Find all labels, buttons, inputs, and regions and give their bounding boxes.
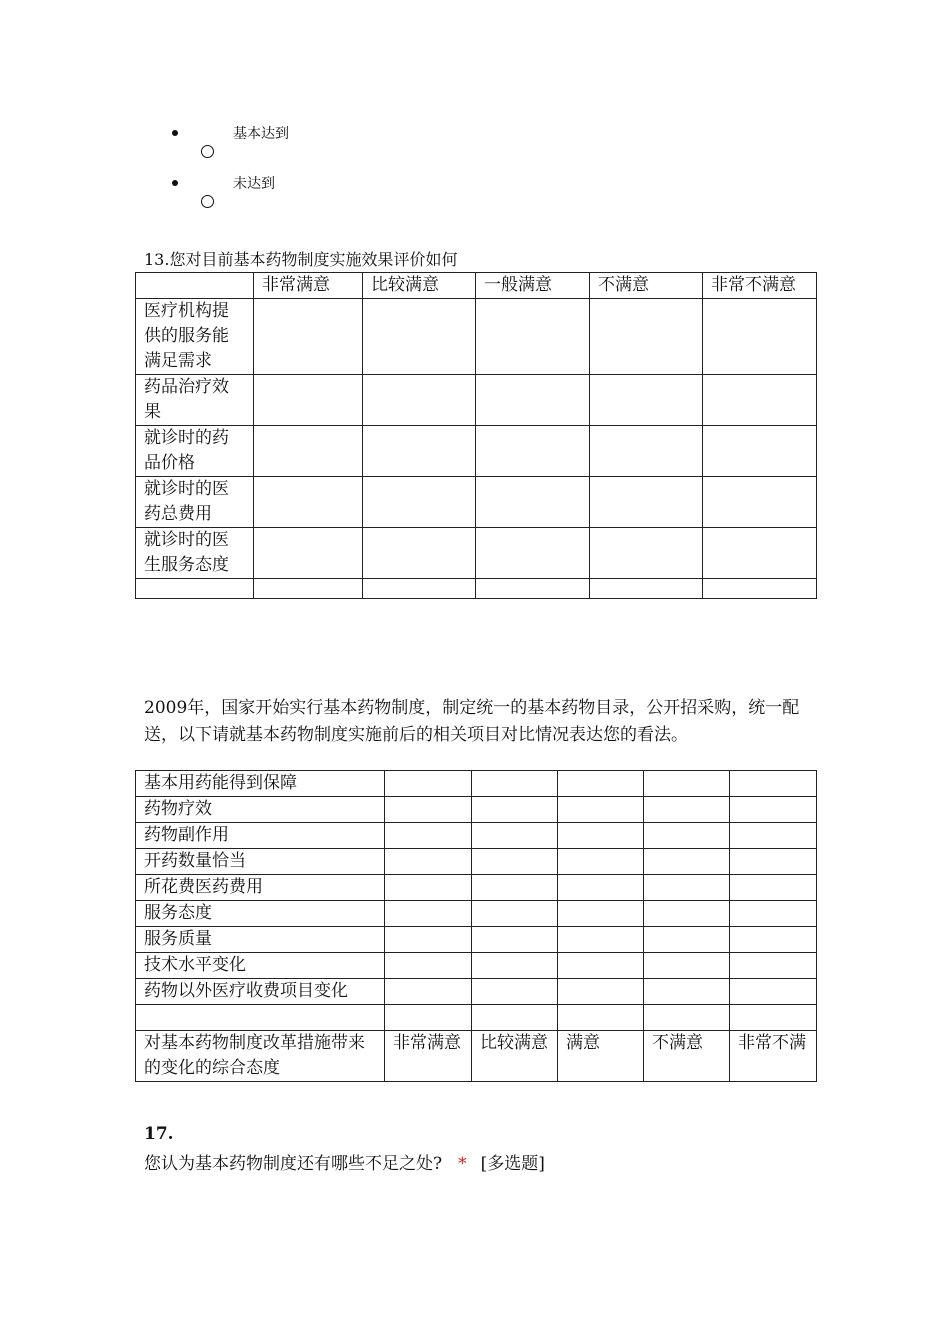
rating-cell[interactable] xyxy=(558,979,644,1005)
rating-cell[interactable] xyxy=(730,953,817,979)
rating-cell[interactable] xyxy=(363,375,476,426)
rating-cell[interactable] xyxy=(730,771,817,797)
rating-cell[interactable] xyxy=(472,771,558,797)
rating-cell[interactable] xyxy=(363,426,476,477)
summary-label: 对基本药物制度改革措施带来的变化的综合态度 xyxy=(136,1031,385,1082)
row-label: 医疗机构提供的服务能满足需求 xyxy=(136,299,254,375)
rating-cell[interactable] xyxy=(363,477,476,528)
summary-option[interactable]: 不满意 xyxy=(644,1031,730,1082)
rating-cell[interactable] xyxy=(476,426,590,477)
table-row xyxy=(136,771,817,797)
required-mark: * xyxy=(458,1154,467,1174)
rating-cell[interactable] xyxy=(558,1005,644,1031)
rating-cell[interactable] xyxy=(254,528,363,579)
row-label: 药物副作用 xyxy=(136,823,385,849)
table-row xyxy=(136,528,817,579)
comparison-table xyxy=(135,770,817,1082)
q17-number: 17. xyxy=(144,1124,174,1144)
rating-cell[interactable] xyxy=(730,927,817,953)
header-cell: 非常满意 xyxy=(254,273,363,299)
rating-cell[interactable] xyxy=(590,477,703,528)
table-row xyxy=(136,823,817,849)
rating-cell[interactable] xyxy=(558,875,644,901)
rating-cell[interactable] xyxy=(472,927,558,953)
rating-cell[interactable] xyxy=(385,823,472,849)
q13-rating-table xyxy=(135,272,817,599)
summary-row xyxy=(136,1031,817,1082)
rating-cell[interactable] xyxy=(254,477,363,528)
rating-cell[interactable] xyxy=(703,426,817,477)
summary-option[interactable]: 非常满意 xyxy=(385,1031,472,1082)
rating-cell[interactable] xyxy=(363,528,476,579)
rating-cell[interactable] xyxy=(644,1005,730,1031)
rating-cell[interactable] xyxy=(476,375,590,426)
rating-cell[interactable] xyxy=(644,927,730,953)
rating-cell[interactable] xyxy=(385,927,472,953)
rating-cell[interactable] xyxy=(730,1005,817,1031)
row-label: 服务质量 xyxy=(136,927,385,953)
rating-cell[interactable] xyxy=(254,426,363,477)
rating-cell[interactable] xyxy=(730,797,817,823)
table-row xyxy=(136,477,817,528)
table-row xyxy=(136,901,817,927)
rating-cell[interactable] xyxy=(558,849,644,875)
table-row xyxy=(136,426,817,477)
rating-cell[interactable] xyxy=(472,823,558,849)
rating-cell[interactable] xyxy=(472,1005,558,1031)
table-row xyxy=(136,953,817,979)
header-cell: 不满意 xyxy=(590,273,703,299)
rating-cell[interactable] xyxy=(558,771,644,797)
rating-cell[interactable] xyxy=(703,579,817,599)
row-label: 开药数量恰当 xyxy=(136,849,385,875)
rating-cell[interactable] xyxy=(558,823,644,849)
table-row xyxy=(136,797,817,823)
table-row xyxy=(136,849,817,875)
option-not-reached[interactable] xyxy=(0,168,400,228)
rating-cell[interactable] xyxy=(254,375,363,426)
row-label: 所花费医药费用 xyxy=(136,875,385,901)
rating-cell[interactable] xyxy=(254,299,363,375)
summary-option[interactable]: 比较满意 xyxy=(472,1031,558,1082)
rating-cell[interactable] xyxy=(385,979,472,1005)
row-label: 服务态度 xyxy=(136,901,385,927)
rating-cell[interactable] xyxy=(472,875,558,901)
option-label: 基本达到 xyxy=(233,126,289,142)
table-row xyxy=(136,579,817,599)
rating-cell[interactable] xyxy=(472,901,558,927)
rating-cell[interactable] xyxy=(644,953,730,979)
rating-cell[interactable] xyxy=(590,579,703,599)
bullet-icon xyxy=(172,130,178,136)
row-label: 技术水平变化 xyxy=(136,953,385,979)
table-header-row xyxy=(136,273,817,299)
rating-cell[interactable] xyxy=(644,979,730,1005)
row-label xyxy=(136,579,254,599)
rating-cell[interactable] xyxy=(703,375,817,426)
rating-cell[interactable] xyxy=(558,927,644,953)
table-row xyxy=(136,299,817,375)
summary-option[interactable]: 满意 xyxy=(558,1031,644,1082)
row-label: 药物疗效 xyxy=(136,797,385,823)
rating-cell[interactable] xyxy=(476,299,590,375)
rating-cell[interactable] xyxy=(590,375,703,426)
row-label: 就诊时的医生服务态度 xyxy=(136,528,254,579)
table-row xyxy=(136,1005,817,1031)
rating-cell[interactable] xyxy=(476,528,590,579)
rating-cell[interactable] xyxy=(644,823,730,849)
radio-icon[interactable] xyxy=(201,195,214,208)
rating-cell[interactable] xyxy=(472,953,558,979)
rating-cell[interactable] xyxy=(476,579,590,599)
header-cell: 非常不满意 xyxy=(703,273,817,299)
rating-cell[interactable] xyxy=(703,299,817,375)
row-label xyxy=(136,1005,385,1031)
header-cell: 一般满意 xyxy=(476,273,590,299)
option-label: 未达到 xyxy=(233,176,275,192)
rating-cell[interactable] xyxy=(385,771,472,797)
rating-cell[interactable] xyxy=(558,901,644,927)
rating-cell[interactable] xyxy=(476,477,590,528)
rating-cell[interactable] xyxy=(644,875,730,901)
rating-cell[interactable] xyxy=(590,299,703,375)
table-row xyxy=(136,375,817,426)
rating-cell[interactable] xyxy=(385,901,472,927)
rating-cell[interactable] xyxy=(385,797,472,823)
rating-cell[interactable] xyxy=(385,1005,472,1031)
rating-cell[interactable] xyxy=(730,875,817,901)
row-label: 基本用药能得到保障 xyxy=(136,771,385,797)
rating-cell[interactable] xyxy=(472,797,558,823)
q13-title: 13.您对目前基本药物制度实施效果评价如何 xyxy=(144,250,458,269)
rating-cell[interactable] xyxy=(703,528,817,579)
rating-cell[interactable] xyxy=(558,953,644,979)
row-label: 就诊时的药品价格 xyxy=(136,426,254,477)
question-type-tag: [多选题] xyxy=(480,1154,545,1174)
rating-cell[interactable] xyxy=(644,849,730,875)
rating-cell[interactable] xyxy=(703,477,817,528)
row-label: 药物以外医疗收费项目变化 xyxy=(136,979,385,1005)
intro-paragraph: 2009年，国家开始实行基本药物制度，制定统一的基本药物目录，公开招采购，统一配送，以下请就基本药物制度实施前后的相关项目对比情况表达您的看法。 xyxy=(144,698,800,745)
rating-cell[interactable] xyxy=(644,901,730,927)
bullet-icon xyxy=(172,180,178,186)
header-cell xyxy=(136,273,254,299)
table-row xyxy=(136,875,817,901)
rating-cell[interactable] xyxy=(590,528,703,579)
rating-cell[interactable] xyxy=(730,979,817,1005)
rating-cell[interactable] xyxy=(472,979,558,1005)
q17-question xyxy=(144,1149,545,1174)
row-label: 药品治疗效果 xyxy=(136,375,254,426)
rating-cell[interactable] xyxy=(363,579,476,599)
rating-cell[interactable] xyxy=(385,953,472,979)
rating-cell[interactable] xyxy=(730,823,817,849)
rating-cell[interactable] xyxy=(254,579,363,599)
rating-cell[interactable] xyxy=(644,797,730,823)
rating-cell[interactable] xyxy=(472,849,558,875)
table-row xyxy=(136,927,817,953)
rating-cell[interactable] xyxy=(590,426,703,477)
rating-cell[interactable] xyxy=(385,875,472,901)
rating-cell[interactable] xyxy=(730,901,817,927)
rating-cell[interactable] xyxy=(730,849,817,875)
rating-cell[interactable] xyxy=(558,797,644,823)
header-cell: 比较满意 xyxy=(363,273,476,299)
summary-option[interactable]: 非常不满 xyxy=(730,1031,817,1082)
rating-cell[interactable] xyxy=(363,299,476,375)
table-row xyxy=(136,979,817,1005)
rating-cell[interactable] xyxy=(385,849,472,875)
row-label: 就诊时的医药总费用 xyxy=(136,477,254,528)
rating-cell[interactable] xyxy=(644,771,730,797)
q17-text: 您认为基本药物制度还有哪些不足之处? xyxy=(144,1154,443,1174)
radio-icon[interactable] xyxy=(201,145,214,158)
